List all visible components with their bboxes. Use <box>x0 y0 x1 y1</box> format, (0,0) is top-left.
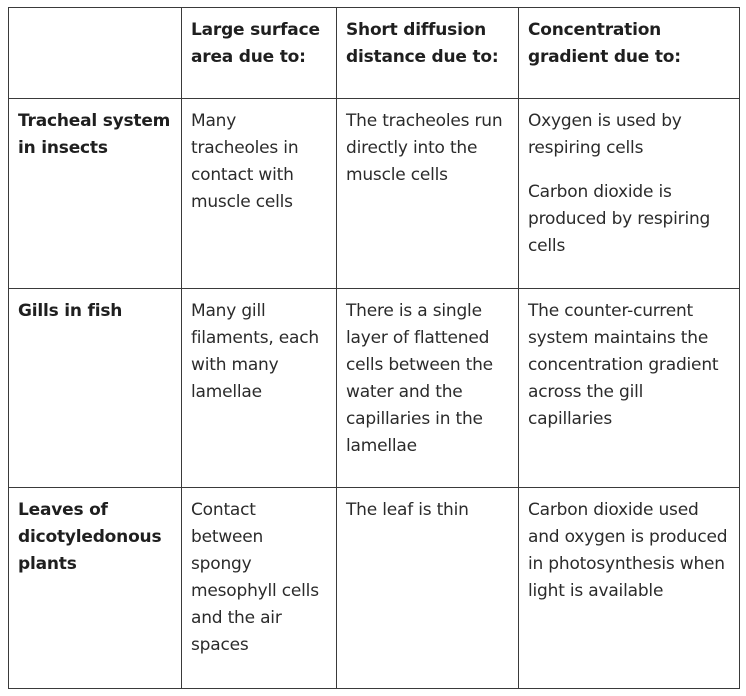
cell-insects-gradient <box>519 99 740 289</box>
gradient-text: The counter-current system maintains the concentration gradient across the gill capillaries <box>528 301 719 429</box>
row-label-plants: Leaves of dicotyledonous plants <box>9 488 182 689</box>
table-row-plants <box>9 488 740 689</box>
cell-plants-gradient <box>519 488 740 689</box>
cell-plants-surface-area: Contact between spongy mesophyll cells and the air spaces <box>182 488 337 689</box>
cell-insects-diffusion-distance: The tracheoles run directly into the muscle cells <box>337 99 519 289</box>
header-cell-empty <box>9 8 182 99</box>
row-label-fish: Gills in fish <box>9 289 182 488</box>
gradient-text: Carbon dioxide used and oxygen is produced in photosynthesis when light is available <box>528 500 728 601</box>
header-cell-concentration-gradient: Concentration gradient due to: <box>519 8 740 99</box>
table-row-insects <box>9 99 740 289</box>
gas-exchange-comparison-table <box>8 7 740 689</box>
cell-fish-gradient <box>519 289 740 488</box>
header-cell-surface-area: Large surface area due to: <box>182 8 337 99</box>
header-cell-diffusion-distance: Short diffusion distance due to: <box>337 8 519 99</box>
cell-fish-surface-area: Many gill filaments, each with many lamellae <box>182 289 337 488</box>
cell-fish-diffusion-distance: There is a single layer of flattened cells between the water and the capillaries in the lamellae <box>337 289 519 488</box>
gradient-text: Carbon dioxide is produced by respiring cells <box>528 182 711 256</box>
cell-plants-diffusion-distance: The leaf is thin <box>337 488 519 689</box>
row-label-insects: Tracheal system in insects <box>9 99 182 289</box>
table-row-fish <box>9 289 740 488</box>
header-row <box>9 8 740 99</box>
cell-insects-surface-area: Many tracheoles in contact with muscle cells <box>182 99 337 289</box>
gradient-text: Oxygen is used by respiring cells <box>528 111 682 158</box>
